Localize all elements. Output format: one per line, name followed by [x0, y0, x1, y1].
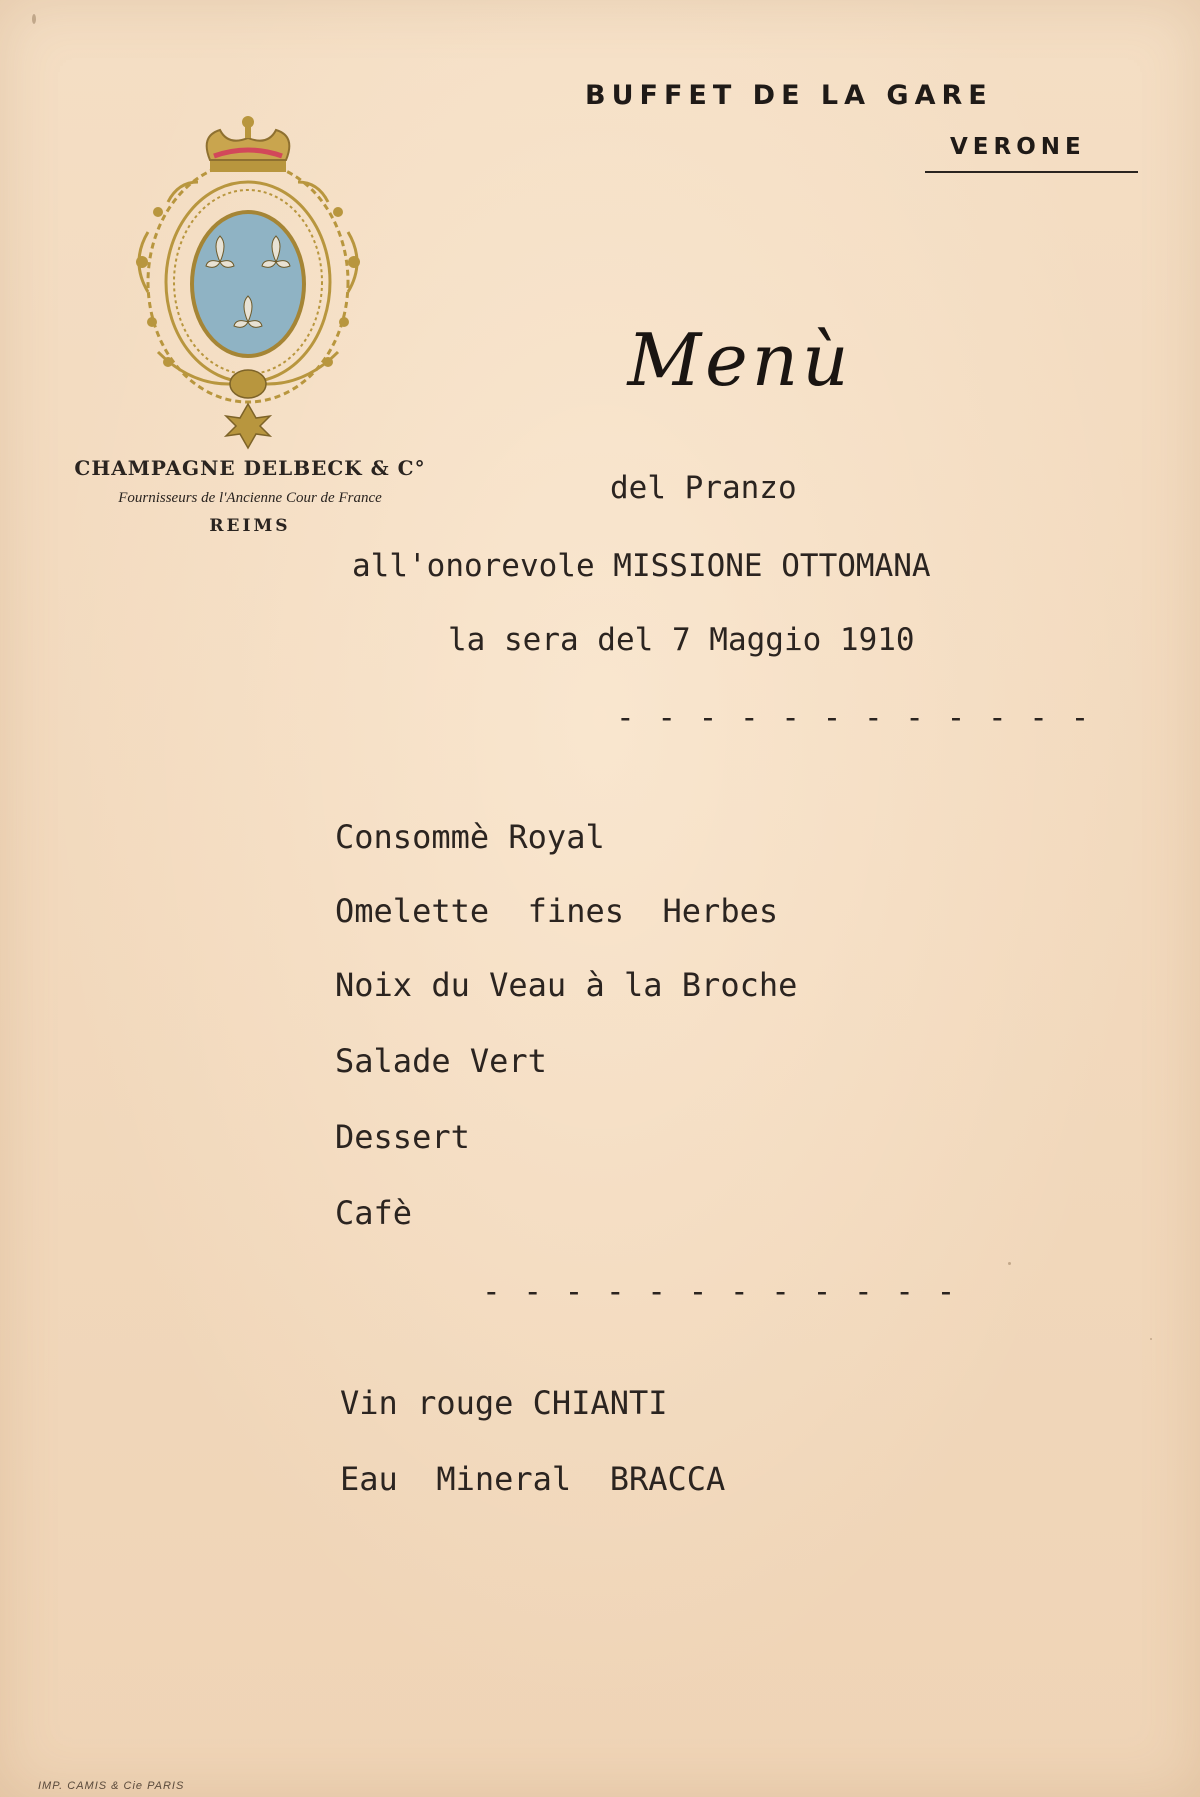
menu-title: Menù: [627, 318, 853, 402]
menu-line-mission: all'onorevole MISSIONE OTTOMANA: [352, 548, 931, 584]
drink-item: Eau Mineral BRACCA: [340, 1460, 726, 1498]
header-city: VERONE: [950, 134, 1086, 160]
brand-subtitle: Fournisseurs de l'Ancienne Cour de France: [118, 490, 382, 506]
drink-item: Vin rouge CHIANTI: [340, 1384, 668, 1422]
coat-of-arms-icon: [128, 112, 368, 452]
separator-top: - - - - - - - - - - - -: [616, 700, 1092, 736]
menu-line-pranzo: del Pranzo: [610, 470, 797, 506]
course-item: Omelette fines Herbes: [335, 892, 779, 930]
brand-name: CHAMPAGNE DELBECK & C°: [74, 456, 426, 480]
header-title: BUFFET DE LA GARE: [585, 80, 993, 111]
course-item: Salade Vert: [335, 1042, 547, 1080]
course-item: Dessert: [335, 1118, 470, 1156]
brand-city: REIMS: [209, 516, 291, 536]
separator-bottom: - - - - - - - - - - - -: [482, 1274, 958, 1310]
course-item: Noix du Veau à la Broche: [335, 966, 798, 1004]
printer-imprint: IMP. CAMIS & Cie PARIS: [38, 1780, 185, 1792]
menu-line-date: la sera del 7 Maggio 1910: [448, 622, 915, 658]
header-rule: [925, 171, 1138, 173]
course-item: Consommè Royal: [335, 818, 605, 856]
course-item: Cafè: [335, 1194, 413, 1232]
